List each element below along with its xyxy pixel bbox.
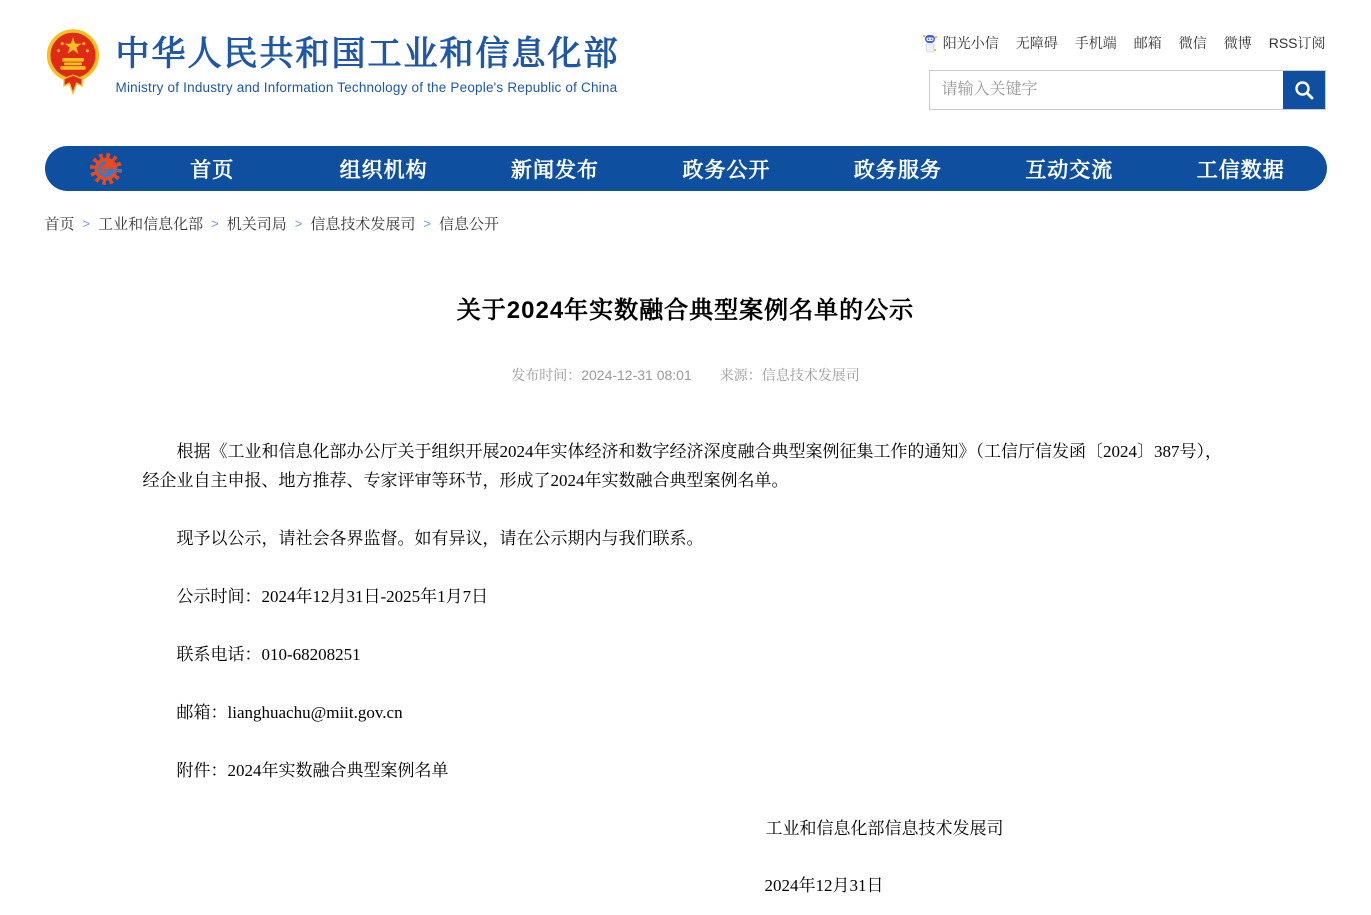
nav-item-gov-services[interactable]: 政务服务 (853, 158, 942, 182)
breadcrumb-departments[interactable]: 机关司局 (226, 216, 287, 233)
paragraph-contact-phone: 联系电话：010-68208251 (176, 645, 361, 664)
site-subtitle: Ministry of Industry and Information Technology of the People's Republic of China (115, 80, 618, 95)
paragraph-basis: 根据《工业和信息化部办公厅关于组织开展2024年实体经济和数字经济深度融合典型案例征集工作的通知》（工信厅信发函〔2024〕387号），经企业自主申报、地方推荐、专家评审等环节，形成了2024年实数融合典型案例名单。 (142, 442, 1222, 490)
paragraph-email: 邮箱：lianghuachu@miit.gov.cn (176, 703, 403, 722)
breadcrumb-separator: > (294, 216, 303, 231)
nav-item-news[interactable]: 新闻发布 (511, 158, 600, 182)
signature-department: 工业和信息化部信息技术发展司 (765, 819, 1004, 838)
search-icon (1293, 79, 1315, 101)
breadcrumb-it-dev-dept[interactable]: 信息技术发展司 (310, 216, 416, 233)
nav-item-organization[interactable]: 组织机构 (339, 158, 428, 182)
source-label: 来源： (719, 367, 762, 383)
nav-item-gov-affairs[interactable]: 政务公开 (682, 158, 771, 182)
article-title: 关于2024年实数融合典型案例名单的公示 (456, 297, 915, 324)
nav-item-interaction[interactable]: 互动交流 (1025, 158, 1114, 182)
breadcrumb (45, 213, 1327, 234)
utility-link-mobile[interactable]: 手机端 (1074, 35, 1117, 51)
paragraph-publicity-period: 公示时间：2024年12月31日-2025年1月7日 (176, 587, 489, 606)
signature-date: 2024年12月31日 (764, 876, 884, 895)
breadcrumb-separator: > (211, 216, 219, 231)
utility-link-accessibility[interactable]: 无障碍 (1015, 35, 1058, 51)
robot-icon (921, 33, 939, 53)
breadcrumb-separator: > (82, 216, 91, 231)
signature-block (143, 814, 1229, 900)
breadcrumb-info-disclosure[interactable]: 信息公开 (438, 216, 499, 233)
publish-time-label: 发布时间： (511, 367, 582, 383)
site-header (46, 0, 1326, 146)
attachment-link[interactable]: 2024年实数融合典型案例名单 (227, 761, 449, 780)
attachment-label: 附件： (176, 761, 228, 780)
nav-item-data[interactable]: 工信数据 (1196, 158, 1285, 182)
utility-link-sunshine[interactable] (921, 33, 999, 53)
search-button[interactable] (1283, 71, 1325, 109)
search-bar (929, 70, 1326, 110)
breadcrumb-miit[interactable]: 工业和信息化部 (98, 216, 204, 233)
source: 信息技术发展司 (761, 367, 860, 383)
search-input[interactable] (930, 71, 1283, 109)
main-nav (45, 146, 1327, 191)
header-right (929, 28, 1326, 146)
publish-time: 2024-12-31 08:01 (581, 367, 692, 383)
breadcrumb-home[interactable]: 首页 (44, 216, 75, 233)
utility-links (929, 33, 1326, 53)
site-title: 中华人民共和国工业和信息化部 (115, 35, 620, 73)
site-logo-link[interactable] (46, 28, 620, 146)
paragraph-attachment (143, 756, 1229, 785)
miit-gear-logo-icon (87, 149, 127, 189)
breadcrumb-separator: > (423, 216, 431, 231)
utility-link-rss[interactable]: RSS订阅 (1268, 35, 1326, 51)
utility-link-mail[interactable]: 邮箱 (1133, 35, 1162, 51)
utility-link-label: 阳光小信 (942, 35, 999, 51)
paragraph-announcement: 现予以公示，请社会各界监督。如有异议，请在公示期内与我们联系。 (176, 529, 704, 548)
article (0, 290, 1371, 900)
site-title-block (116, 28, 620, 95)
article-body (143, 437, 1229, 900)
national-emblem-icon (46, 28, 100, 106)
article-meta (0, 365, 1371, 385)
nav-item-home[interactable]: 首页 (190, 158, 235, 182)
utility-link-weibo[interactable]: 微博 (1223, 35, 1252, 51)
utility-link-wechat[interactable]: 微信 (1178, 35, 1207, 51)
